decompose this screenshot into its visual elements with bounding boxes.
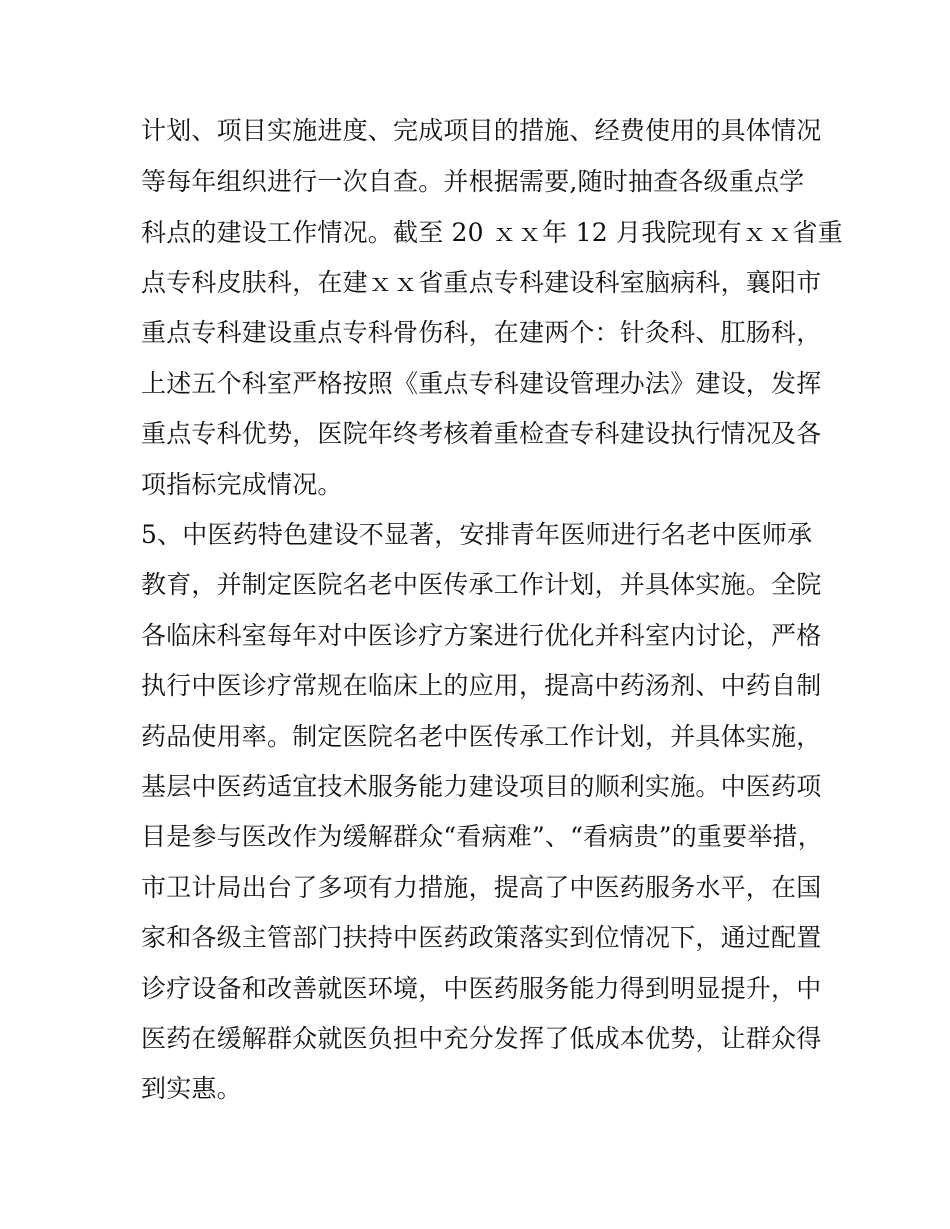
text-line: 上述五个科室严格按照《重点专科建设管理办法》建设，发挥 <box>141 369 822 398</box>
text-line: 市卫计局出台了多项有力措施，提高了中医药服务水平，在国 <box>141 873 822 902</box>
text-line: 目是参与医改作为缓解群众“看病难”、“看病贵”的重要举措， <box>141 822 823 851</box>
text-line: 医药在缓解群众就医负担中充分发挥了低成本优势，让群众得 <box>141 1024 822 1053</box>
paragraph-start-line: 5、中医药特色建设不显著，安排青年医师进行名老中医师承 <box>141 520 813 549</box>
text-line: 家和各级主管部门扶持中医药政策落实到位情况下，通过配置 <box>141 923 822 952</box>
text-line: 各临床科室每年对中医诊疗方案进行优化并科室内讨论，严格 <box>141 621 822 650</box>
text-line: 执行中医诊疗常规在临床上的应用，提高中药汤剂、中药自制 <box>141 671 822 700</box>
text-line: 教育，并制定医院名老中医传承工作计划，并具体实施。全院 <box>141 570 822 599</box>
text-line: 重点专科优势，医院年终考核着重检查专科建设执行情况及各 <box>141 419 822 448</box>
text-line: 药品使用率。制定医院名老中医传承工作计划，并具体实施， <box>141 722 822 751</box>
text-line: 诊疗设备和改善就医环境，中医药服务能力得到明显提升，中 <box>141 974 822 1003</box>
text-line: 点专科皮肤科，在建ｘｘ省重点专科建设科室脑病科，襄阳市 <box>141 268 822 297</box>
text-line: 到实惠。 <box>141 1074 242 1103</box>
text-line: 科点的建设工作情况。截至 20 ｘｘ年 12 月我院现有ｘｘ省重 <box>141 218 843 247</box>
text-line: 计划、项目实施进度、完成项目的措施、经费使用的具体情况 <box>141 116 822 145</box>
text-line: 等每年组织进行一次自查。并根据需要,随时抽查各级重点学 <box>141 167 805 196</box>
text-line: 基层中医药适宜技术服务能力建设项目的顺利实施。中医药项 <box>141 772 822 801</box>
text-line: 重点专科建设重点专科骨伤科，在建两个：针灸科、肛肠科， <box>141 318 822 347</box>
text-line: 项指标完成情况。 <box>141 470 343 499</box>
